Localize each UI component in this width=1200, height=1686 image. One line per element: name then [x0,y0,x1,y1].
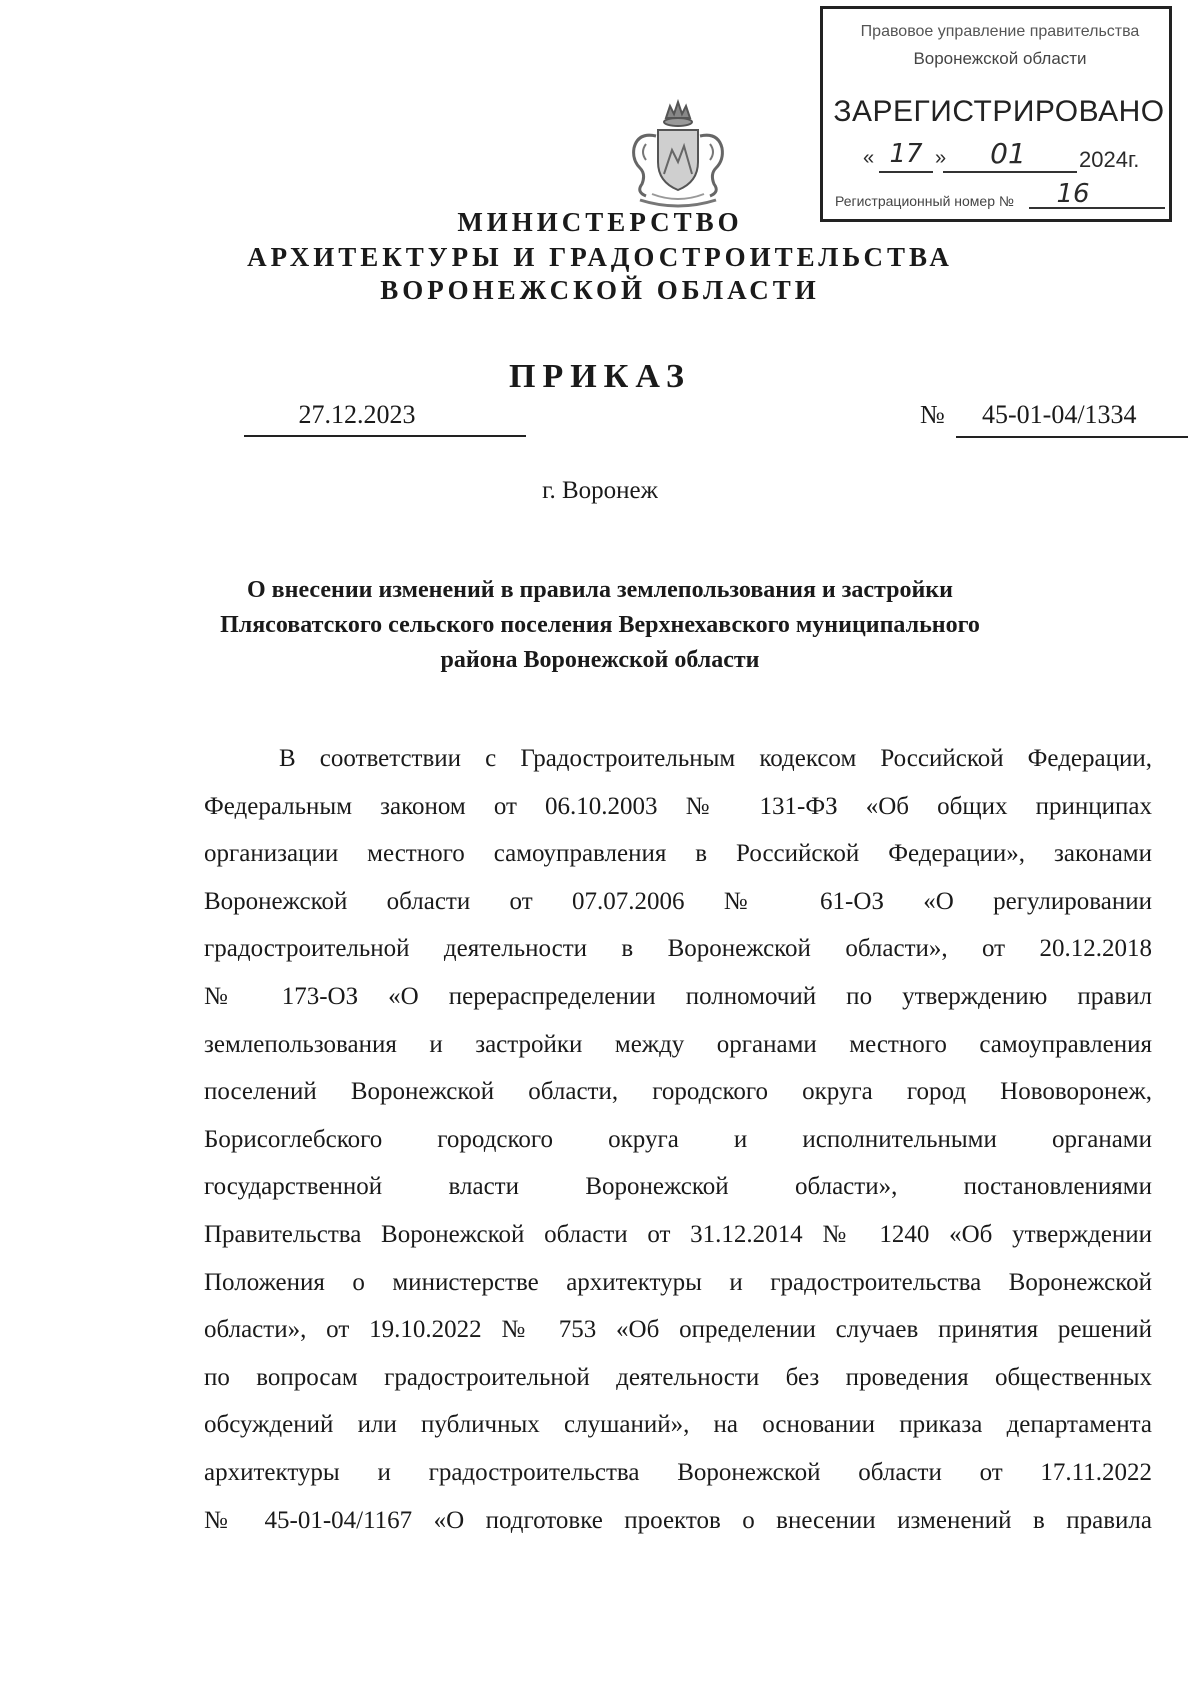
stamp-close-quote: » [935,147,947,169]
order-number-underline [956,436,1188,438]
stamp-month-underline [943,171,1077,173]
body-line: области», от 19.10.2022 № 753 «Об определении случаев принятия решений [204,1316,1152,1344]
body-line: поселений Воронежской области, городского округа город Нововоронеж, [204,1078,1152,1106]
stamp-month: 01 [990,137,1026,170]
issue-city: г. Воронеж [542,477,658,504]
stamp-open-quote: « [863,147,875,169]
stamp-reg-number-label: Регистрационный номер № [835,193,1014,209]
body-line: градостроительной деятельности в Воронежской области», от 20.12.2018 [204,935,1152,963]
body-line: землепользования и застройки между органами местного самоуправления [204,1030,1152,1058]
order-date [244,400,524,430]
ministry-title-line3: ВОРОНЕЖСКОЙ ОБЛАСТИ [380,275,820,305]
stamp-reg-number: 16 [1056,179,1090,209]
body-line: № 45-01-04/1167 «О подготовке проектов о внесении изменений в правила [204,1506,1152,1534]
stamp-year: 2024г. [1079,147,1140,172]
stamp-day-underline [879,171,933,173]
body-line: Воронежской области от 07.07.2006 № 61-ОЗ «О регулировании [204,887,1152,915]
body-line: архитектуры и градостроительства Воронежской области от 17.11.2022 [204,1458,1152,1486]
order-number-value: 45-01-04/1334 [982,400,1137,429]
order-number-sign: № [920,400,945,429]
coat-of-arms-icon [616,96,740,214]
order-subject-line: района Воронежской области [440,647,760,673]
body-line: обсуждений или публичных слушаний», на основании приказа департамента [204,1411,1152,1439]
order-date-value: 27.12.2023 [298,400,416,429]
order-subject-line: О внесении изменений в правила землепользования и застройки [247,577,953,603]
body-line: по вопросам градостроительной деятельности без проведения общественных [204,1363,1152,1391]
order-subject-line: Плясоватского сельского поселения Верхнехавского муниципального [220,612,980,638]
body-line: Правительства Воронежской области от 31.12.2014 № 1240 «Об утверждении [204,1220,1152,1248]
body-line: В соответствии с Градостроительным кодексом Российской Федерации, [279,745,1152,772]
stamp-office-name: Правовое управление правительства [860,23,1140,40]
stamp-day: 17 [889,139,923,169]
body-line: № 173-ОЗ «О перераспределении полномочий по утверждению правил [204,982,1152,1010]
stamp-registered-label: ЗАРЕГИСТРИРОВАНО [833,95,1165,128]
order-subject [160,573,1040,678]
document-type-title: ПРИКАЗ [509,358,691,395]
ministry-title-line2: АРХИТЕКТУРЫ И ГРАДОСТРОИТЕЛЬСТВА [247,242,953,272]
stamp-region-name: Воронежской области [913,49,1087,68]
body-line: Федеральным законом от 06.10.2003 № 131-ФЗ «Об общих принципах [204,792,1152,820]
body-line: организации местного самоуправления в Российской Федерации», законами [204,840,1152,868]
order-body-paragraph [204,735,1152,1544]
order-date-underline [244,435,526,437]
body-line: государственной власти Воронежской области», постановлениями [204,1173,1152,1201]
body-line: Борисоглебского городского округа и исполнительными органами [204,1125,1152,1153]
registration-stamp [820,6,1172,222]
body-line: Положения о министерстве архитектуры и градостроительства Воронежской [204,1268,1152,1296]
ministry-title-line1: МИНИСТЕРСТВО [457,207,743,237]
